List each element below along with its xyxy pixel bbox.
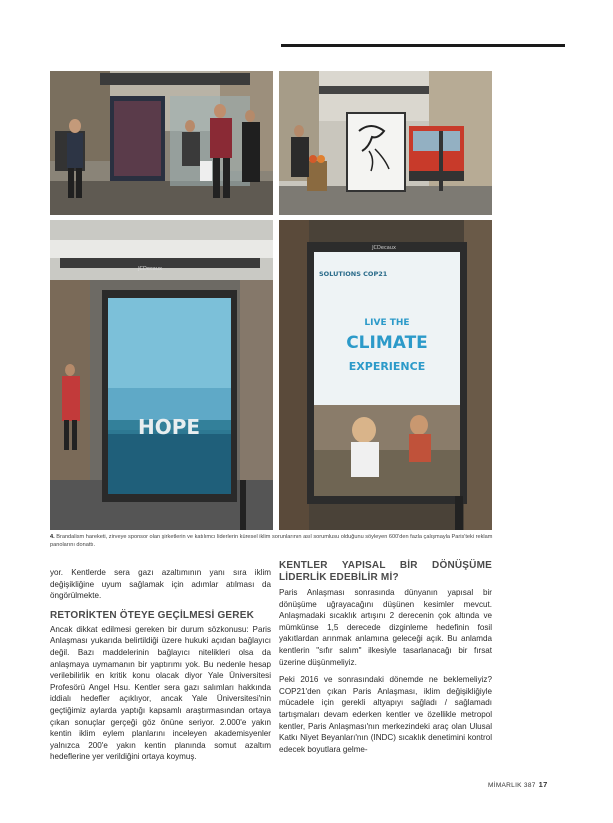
shelter-brand-text-2: JCDecaux (372, 245, 396, 251)
magazine-name: MİMARLIK 387 (488, 782, 536, 789)
top-rule (281, 44, 565, 47)
left-column (50, 567, 271, 763)
figure-number: 4. (50, 534, 55, 540)
right-column (279, 560, 492, 755)
right-paragraph-2: Peki 2016 ve sonrasındaki dönemde ne beklemeliyiz? COP21'den çıkan Paris Anlaşması, iklim değişikliğiyle mücadele için gerekli altyapıyı sağladı / sağlamadı tartışmaları devam ederken kentler ve özellikle metropol kentler, Paris Anlaşması'nın merkezindeki araç olan Ulusal Katkı Niyet Beyanları'nın (INDC) sıcaklık denetimini kontrol edecek boyutlara gelme- (279, 675, 492, 754)
figure-caption-text: Brandalism hareketi, zirveye sponsor olan şirketlerin ve katılımcı liderlerin küresel iklim sorunlarının asıl sorumlusu olduğunu söyleyen 600'den fazla çalışmayla Paris'teki reklam panolarını donattı. (50, 534, 493, 548)
poster-slogan-line3: EXPERIENCE (348, 360, 426, 373)
shelter-brand-text: JCDecaux (138, 266, 162, 272)
figure-caption (50, 533, 500, 549)
left-paragraph-2: Ancak dikkat edilmesi gereken bir durum sözkonusu: Paris Anlaşması yukarıda belirtildiği üzere hukuki açıdan bağlayıcı değil. Bazı maddelerinin bağlayıcı nitelikleri olsa da anlaşmaya uymamanın bir yaptırımı yok. Bu nedenle hesap verilebilirlik en kritik konu olacak diyor Yale Üniversitesi Profesörü Angel Hsu. Kentler sera gazı salımları hakkında iddialı hedefler açıklıyor, ancak Yale Üniversitesi'nin geçtiğimiz aylarda yaptığı kapsamlı araştırmasından ortaya çıkan sonuçlar gerçeği göz önüne seriyor. 2.000'e yakın kentin iklim eylem planlarını inceleyen akademisyenler yalnızca 200'e yakın kentin planında somut azaltım hedeflerine yer verildiğini ortaya koymuş. (50, 624, 271, 762)
poster-slogan-line2: CLIMATE (346, 333, 428, 353)
poster-hope-text: HOPE (137, 415, 201, 439)
right-heading: KENTLER YAPISAL BİR DÖNÜŞÜME LİDERLİK EDEBİLİR Mİ? (279, 560, 492, 583)
photo-hope-poster (50, 220, 273, 530)
page-footer (488, 780, 548, 789)
left-paragraph-1: yor. Kentlerde sera gazı azaltımının yanı sıra iklim değişikliğine uyum sağlamak için adımlar atılması da öngörülmekte. (50, 568, 271, 601)
poster-slogan-line1: LIVE THE (364, 318, 410, 328)
photo-bus-shelter-street (50, 71, 273, 215)
poster-brand-text: SOLUTIONS COP21 (319, 270, 388, 278)
page-number: 17 (538, 780, 548, 789)
photo-climate-experience-poster (279, 220, 492, 530)
photo-bus-stop-bird-poster (279, 71, 492, 215)
left-heading: RETORİKTEN ÖTEYE GEÇİLMESİ GEREK (50, 609, 255, 621)
right-paragraph-1: Paris Anlaşması sonrasında dünyanın yapısal bir dönüşüme uğrayacağını düşünen kesimler mevcut. Anlaşmadaki sıcaklık artışını 2 derecenin çok altında ve mümkünse 1,5 derecede dizginleme hedefinin fosil yakıtlardan arınmak anlamına geleceği açık. Bu anlamda kentlerin "sıfır salım" ilkesiyle tasarlanacağı bir fırsat üzerine düşünmeliyiz. (279, 588, 492, 667)
